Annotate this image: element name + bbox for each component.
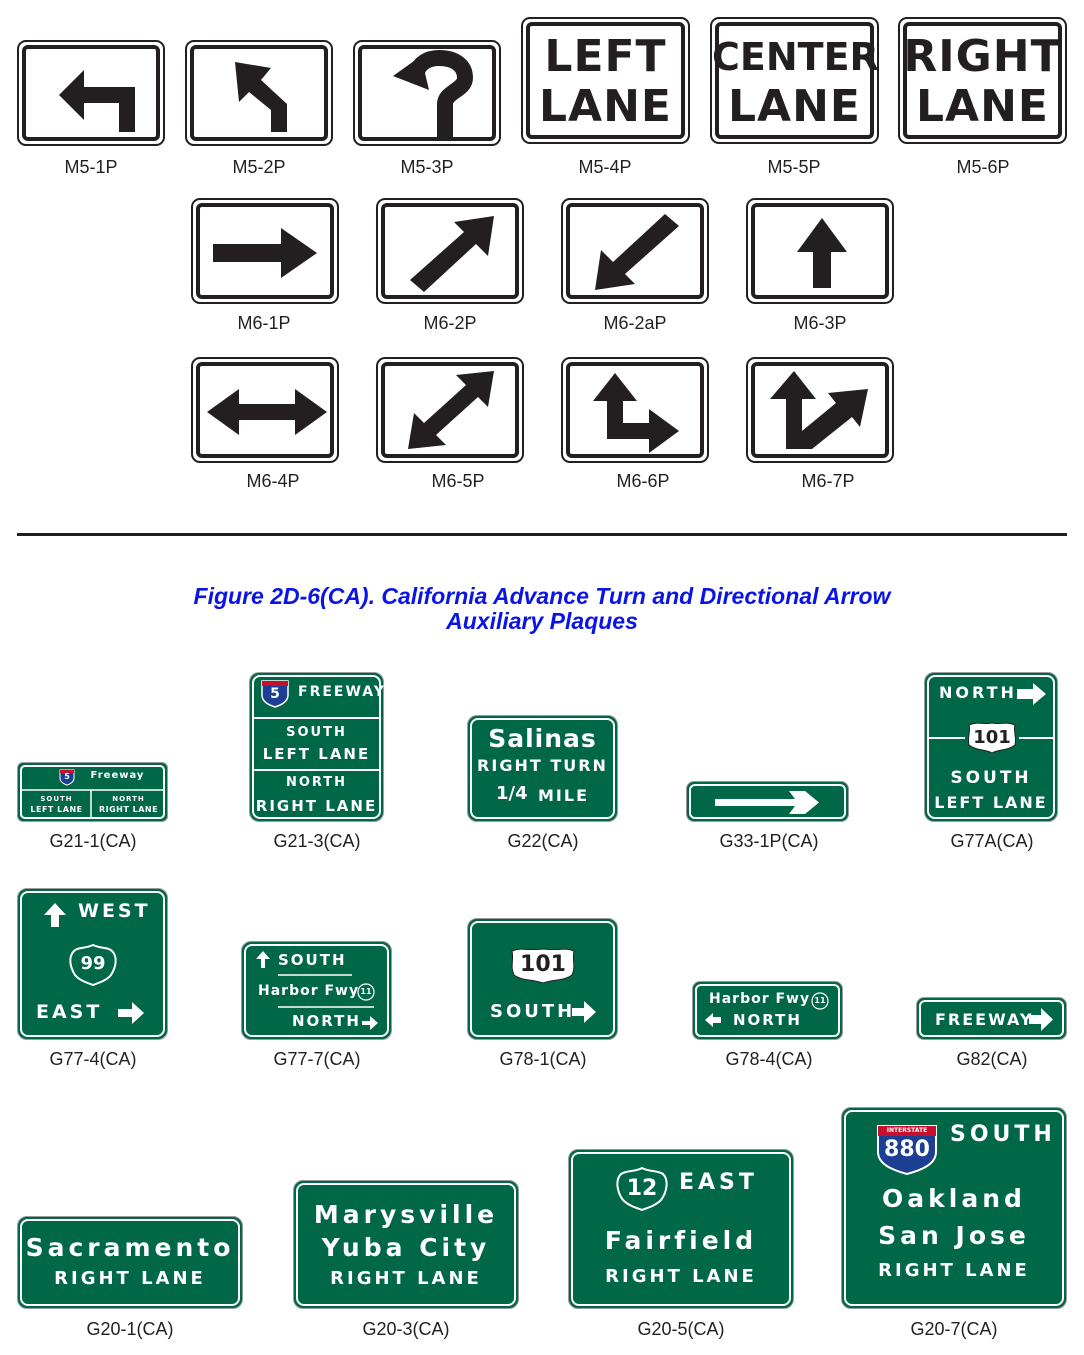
right-arrow-icon xyxy=(1017,683,1046,705)
plaque-code: M6-5P xyxy=(431,471,485,491)
left-small-text: SOUTH xyxy=(40,795,73,803)
right-arrow-icon xyxy=(572,1001,596,1023)
sign-g77a xyxy=(924,672,1058,822)
plaque-m6-3p xyxy=(746,198,894,304)
shield-number: 5 xyxy=(270,686,280,702)
direction-1: SOUTH xyxy=(278,951,347,969)
direction: SOUTH xyxy=(490,1001,576,1022)
direction: EAST xyxy=(679,1170,758,1195)
plaque-code: M5-5P xyxy=(767,157,821,177)
plaque-m6-1p xyxy=(191,198,339,304)
plaque-code: M6-4P xyxy=(246,471,300,491)
diagonal-down-left-arrow-icon xyxy=(563,200,711,306)
plaque-line-1: LEFT xyxy=(544,31,667,82)
route-number: 11 xyxy=(360,987,372,996)
right-small-text: NORTH xyxy=(112,795,145,803)
plaque-m6-2ap xyxy=(561,198,709,304)
section-divider xyxy=(17,533,1067,536)
up-arrow-icon xyxy=(256,951,270,968)
sign-g20-3 xyxy=(293,1180,519,1309)
up-and-diagonal-arrow-icon xyxy=(748,359,896,465)
lane-text: LEFT LANE xyxy=(934,793,1048,812)
sign-code: G20-3(CA) xyxy=(362,1319,450,1339)
distance-fraction: 1/4 xyxy=(496,783,528,804)
sign-code: G21-1(CA) xyxy=(49,831,137,851)
right-arrow-icon xyxy=(193,200,341,306)
sign-g21-1 xyxy=(17,762,168,822)
plaque-code: M5-6P xyxy=(956,157,1010,177)
plaque-m6-4p xyxy=(191,357,339,463)
city-text: Fairfield xyxy=(604,1226,758,1255)
route-number: 880 xyxy=(884,1137,930,1162)
double-horizontal-arrow-icon xyxy=(193,359,341,465)
sign-g20-5 xyxy=(568,1149,794,1309)
shield-number: 5 xyxy=(64,772,70,781)
double-diagonal-arrow-icon xyxy=(378,359,526,465)
city-line-2: Yuba City xyxy=(321,1233,491,1262)
figure-title-line-1: Figure 2D-6(CA). California Advance Turn and Directional Arrow xyxy=(193,583,891,609)
sign-code: G77A(CA) xyxy=(950,831,1034,851)
lane-text: RIGHT LANE xyxy=(330,1268,482,1289)
sign-g82 xyxy=(916,997,1067,1040)
plaque-code: M6-3P xyxy=(793,313,847,333)
sign-top-text: FREEWAY xyxy=(298,684,386,700)
sign-text: FREEWAY xyxy=(935,1010,1034,1029)
sign-code: G20-5(CA) xyxy=(637,1319,725,1339)
plaque-code: M5-4P xyxy=(578,157,632,177)
route-number: 99 xyxy=(80,953,106,974)
long-right-arrow-icon xyxy=(687,782,850,823)
direction-1: NORTH xyxy=(939,683,1017,702)
plaque-m6-7p xyxy=(746,357,894,463)
direction-2: NORTH xyxy=(292,1012,361,1030)
sign-top-text: Freeway xyxy=(90,770,145,781)
plaque-code: M6-7P xyxy=(801,471,855,491)
plaque-code: M6-1P xyxy=(237,313,291,333)
turn-text: RIGHT TURN xyxy=(477,756,608,775)
shield-top-text: INTERSTATE xyxy=(886,1127,928,1134)
plaque-line-2: LANE xyxy=(539,81,672,132)
right-arrow-icon xyxy=(118,1002,144,1024)
freeway-name: Harbor Fwy xyxy=(709,991,811,1007)
up-arrow-icon xyxy=(748,200,896,306)
figure-title-line-2: Auxiliary Plaques xyxy=(446,608,638,634)
sign-g20-7 xyxy=(841,1107,1067,1309)
plaque-m5-5p xyxy=(710,17,879,144)
lane-text: RIGHT LANE xyxy=(878,1260,1030,1281)
plaque-code: M5-1P xyxy=(64,157,118,177)
up-arrow-icon xyxy=(44,903,66,927)
plaque-m6-2p xyxy=(376,198,524,304)
plaque-code: M5-3P xyxy=(400,157,454,177)
sign-code: G77-7(CA) xyxy=(273,1049,361,1069)
plaque-m5-2p xyxy=(185,40,333,146)
sign-code: G21-3(CA) xyxy=(273,831,361,851)
sign-g78-1 xyxy=(467,918,618,1040)
plaque-m6-6p xyxy=(561,357,709,463)
city-text: Salinas xyxy=(488,724,597,753)
route-number: 101 xyxy=(973,727,1011,748)
sign-code: G78-4(CA) xyxy=(725,1049,813,1069)
sign-code: G33-1P(CA) xyxy=(719,831,819,851)
right-arrow-icon xyxy=(362,1016,378,1030)
sign-code: G22(CA) xyxy=(507,831,579,851)
u-turn-arrow-icon xyxy=(355,42,503,148)
city-text: Sacramento xyxy=(25,1233,235,1262)
lane-text: RIGHT LANE xyxy=(605,1266,757,1287)
plaque-m5-3p xyxy=(353,40,501,146)
sign-code: G20-1(CA) xyxy=(86,1319,174,1339)
right-lane-text: RIGHT LANE xyxy=(98,805,159,814)
plaque-code: M5-2P xyxy=(232,157,286,177)
sign-g77-7 xyxy=(241,941,392,1040)
plaque-code: M6-6P xyxy=(616,471,670,491)
distance-unit: MILE xyxy=(538,786,589,805)
plaque-line-1: CENTER xyxy=(712,35,879,79)
left-lane-text: LEFT LANE xyxy=(30,805,83,814)
sign-g33-1p xyxy=(686,781,849,822)
direction: NORTH xyxy=(733,1011,802,1029)
lane-text: RIGHT LANE xyxy=(54,1268,206,1289)
plaque-line-1: RIGHT xyxy=(903,31,1062,82)
sign-code: G20-7(CA) xyxy=(910,1319,998,1339)
diagonal-up-right-arrow-icon xyxy=(378,200,526,306)
plaque-m5-1p xyxy=(17,40,165,146)
bot-lane-text: RIGHT LANE xyxy=(255,797,378,815)
plaque-m6-5p xyxy=(376,357,524,463)
bot-small-text: NORTH xyxy=(285,775,348,790)
direction: SOUTH xyxy=(950,1122,1056,1147)
route-number: 12 xyxy=(626,1176,658,1201)
route-number: 101 xyxy=(520,952,566,977)
plaque-m5-4p xyxy=(521,17,690,144)
up-and-right-arrow-icon xyxy=(563,359,711,465)
sign-g22 xyxy=(467,715,618,822)
slight-left-arrow-icon xyxy=(187,42,335,148)
city-line-2: San Jose xyxy=(878,1221,1030,1250)
direction-2: SOUTH xyxy=(950,768,1032,788)
sign-g21-3 xyxy=(249,672,384,822)
mid-small-text: SOUTH xyxy=(286,725,347,740)
sign-code: G77-4(CA) xyxy=(49,1049,137,1069)
plaque-code: M6-2aP xyxy=(603,313,667,333)
freeway-name: Harbor Fwy xyxy=(258,983,360,999)
sign-code: G82(CA) xyxy=(956,1049,1028,1069)
route-number: 11 xyxy=(814,996,826,1005)
plaque-line-2: LANE xyxy=(916,81,1049,132)
city-line-1: Oakland xyxy=(882,1184,1026,1213)
left-arrow-icon xyxy=(705,1013,721,1027)
sign-g77-4 xyxy=(17,888,168,1040)
city-line-1: Marysville xyxy=(313,1200,499,1229)
plaque-m5-6p xyxy=(898,17,1067,144)
direction-2: EAST xyxy=(36,1001,103,1023)
plaque-line-2: LANE xyxy=(728,81,861,132)
sign-code: G78-1(CA) xyxy=(499,1049,587,1069)
sign-g20-1 xyxy=(17,1216,243,1309)
sign-g78-4 xyxy=(692,981,843,1040)
direction-1: WEST xyxy=(78,900,151,922)
plaque-code: M6-2P xyxy=(423,313,477,333)
mid-lane-text: LEFT LANE xyxy=(262,745,371,763)
left-turn-arrow-icon xyxy=(19,42,167,148)
